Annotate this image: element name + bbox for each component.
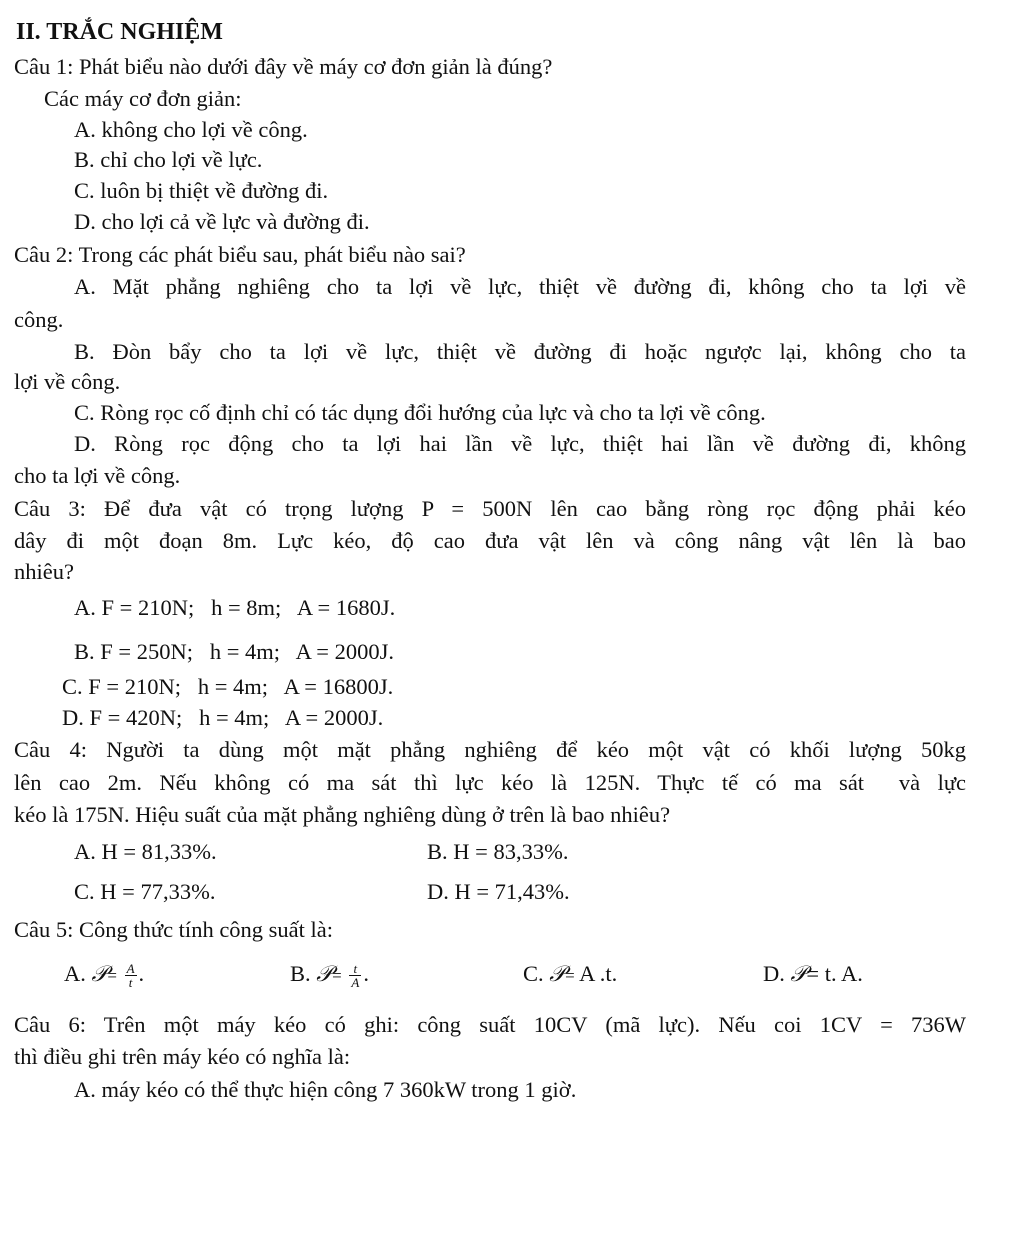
period: . <box>363 961 369 986</box>
question-5-option-a <box>64 960 144 990</box>
section-title: II. TRẮC NGHIỆM <box>16 19 223 45</box>
formula-rhs: A .t. <box>579 961 618 986</box>
question-2-option-d-line2: cho ta lợi về công. <box>14 463 181 488</box>
option-c-label: C. <box>523 961 544 986</box>
question-2: Câu 2: Trong các phát biểu sau, phát biểu nào sai? <box>14 242 466 267</box>
equals-sign: = <box>565 966 575 985</box>
question-3-option-d: D. F = 420N; h = 4m; A = 2000J. <box>62 705 384 730</box>
question-3-line3: nhiêu? <box>14 559 74 584</box>
question-2-option-a-line1: A. Mặt phẳng nghiêng cho ta lợi về lực, thiệt về đường đi, không cho ta lợi về <box>74 274 966 299</box>
question-6-line2: thì điều ghi trên máy kéo có nghĩa là: <box>14 1044 351 1069</box>
question-6-option-a: A. máy kéo có thể thực hiện công 7 360kW trong 1 giờ. <box>74 1077 577 1102</box>
question-1-option-c: C. luôn bị thiệt về đường đi. <box>74 178 329 203</box>
question-3-option-b: B. F = 250N; h = 4m; A = 2000J. <box>74 639 394 664</box>
question-3-line2: dây đi một đoạn 8m. Lực kéo, độ cao đưa vật lên và công nâng vật lên là bao <box>14 528 966 553</box>
fraction-time-over-work <box>349 962 361 989</box>
formula-rhs: t. A. <box>824 961 863 986</box>
question-1-option-b: B. chỉ cho lợi về lực. <box>74 147 263 172</box>
question-4-line1: Câu 4: Người ta dùng một mặt phẳng nghiêng để kéo một vật có khối lượng 50kg <box>14 737 966 762</box>
question-2-option-b-line1: B. Đòn bẩy cho ta lợi về lực, thiệt về đường đi hoặc ngược lại, không cho ta <box>74 339 966 364</box>
question-3-option-a: A. F = 210N; h = 8m; A = 1680J. <box>74 595 396 620</box>
fraction-denominator: A <box>351 975 360 991</box>
question-4-option-c: C. H = 77,33%. <box>74 879 216 904</box>
fraction-numerator: t <box>349 962 361 976</box>
question-4-option-b: B. H = 83,33%. <box>427 839 569 864</box>
question-1-stem: Các máy cơ đơn giản: <box>44 86 242 111</box>
question-5-option-b <box>290 960 369 990</box>
equals-sign: = <box>806 961 820 986</box>
power-symbol: 𝒫 <box>549 962 566 987</box>
question-1-option-d: D. cho lợi cả về lực và đường đi. <box>74 209 370 234</box>
period: . <box>138 961 145 986</box>
question-2-option-b-line2: lợi về công. <box>14 369 121 394</box>
equals-sign: = <box>332 966 342 985</box>
question-4-line2: lên cao 2m. Nếu không có ma sát thì lực kéo là 125N. Thực tế có ma sát và lực <box>14 770 966 795</box>
question-4-option-d: D. H = 71,43%. <box>427 879 570 904</box>
equals-sign: = <box>107 966 117 985</box>
power-symbol: 𝒫 <box>91 962 108 987</box>
option-d-label: D. <box>763 961 785 986</box>
question-3-option-c: C. F = 210N; h = 4m; A = 16800J. <box>62 674 394 699</box>
option-a-label: A. <box>64 961 86 986</box>
question-1-option-a: A. không cho lợi về công. <box>74 117 308 142</box>
question-2-option-a-line2: công. <box>14 307 64 332</box>
fraction-work-over-time <box>125 962 137 989</box>
question-5: Câu 5: Công thức tính công suất là: <box>14 917 334 942</box>
question-5-option-c <box>523 960 617 990</box>
question-2-option-c: C. Ròng rọc cố định chỉ có tác dụng đổi hướng của lực và cho ta lợi về công. <box>74 400 766 425</box>
question-5-option-d <box>763 960 863 989</box>
question-3-line1: Câu 3: Để đưa vật có trọng lượng P = 500N lên cao bằng ròng rọc động phải kéo <box>14 496 966 521</box>
power-symbol: 𝒫 <box>316 962 333 987</box>
question-4-line3: kéo là 175N. Hiệu suất của mặt phẳng nghiêng dùng ở trên là bao nhiêu? <box>14 802 671 827</box>
option-b-label: B. <box>290 961 311 986</box>
power-symbol: 𝒫 <box>790 962 807 987</box>
fraction-numerator: A <box>126 961 135 977</box>
question-6-line1: Câu 6: Trên một máy kéo có ghi: công suất 10CV (mã lực). Nếu coi 1CV = 736W <box>14 1012 966 1037</box>
question-2-option-d-line1: D. Ròng rọc động cho ta lợi hai lần về lực, thiệt hai lần về đường đi, không <box>74 431 966 456</box>
question-4-option-a: A. H = 81,33%. <box>74 839 217 864</box>
question-1: Câu 1: Phát biểu nào dưới đây về máy cơ đơn giản là đúng? <box>14 54 553 79</box>
fraction-denominator: t <box>128 975 133 991</box>
